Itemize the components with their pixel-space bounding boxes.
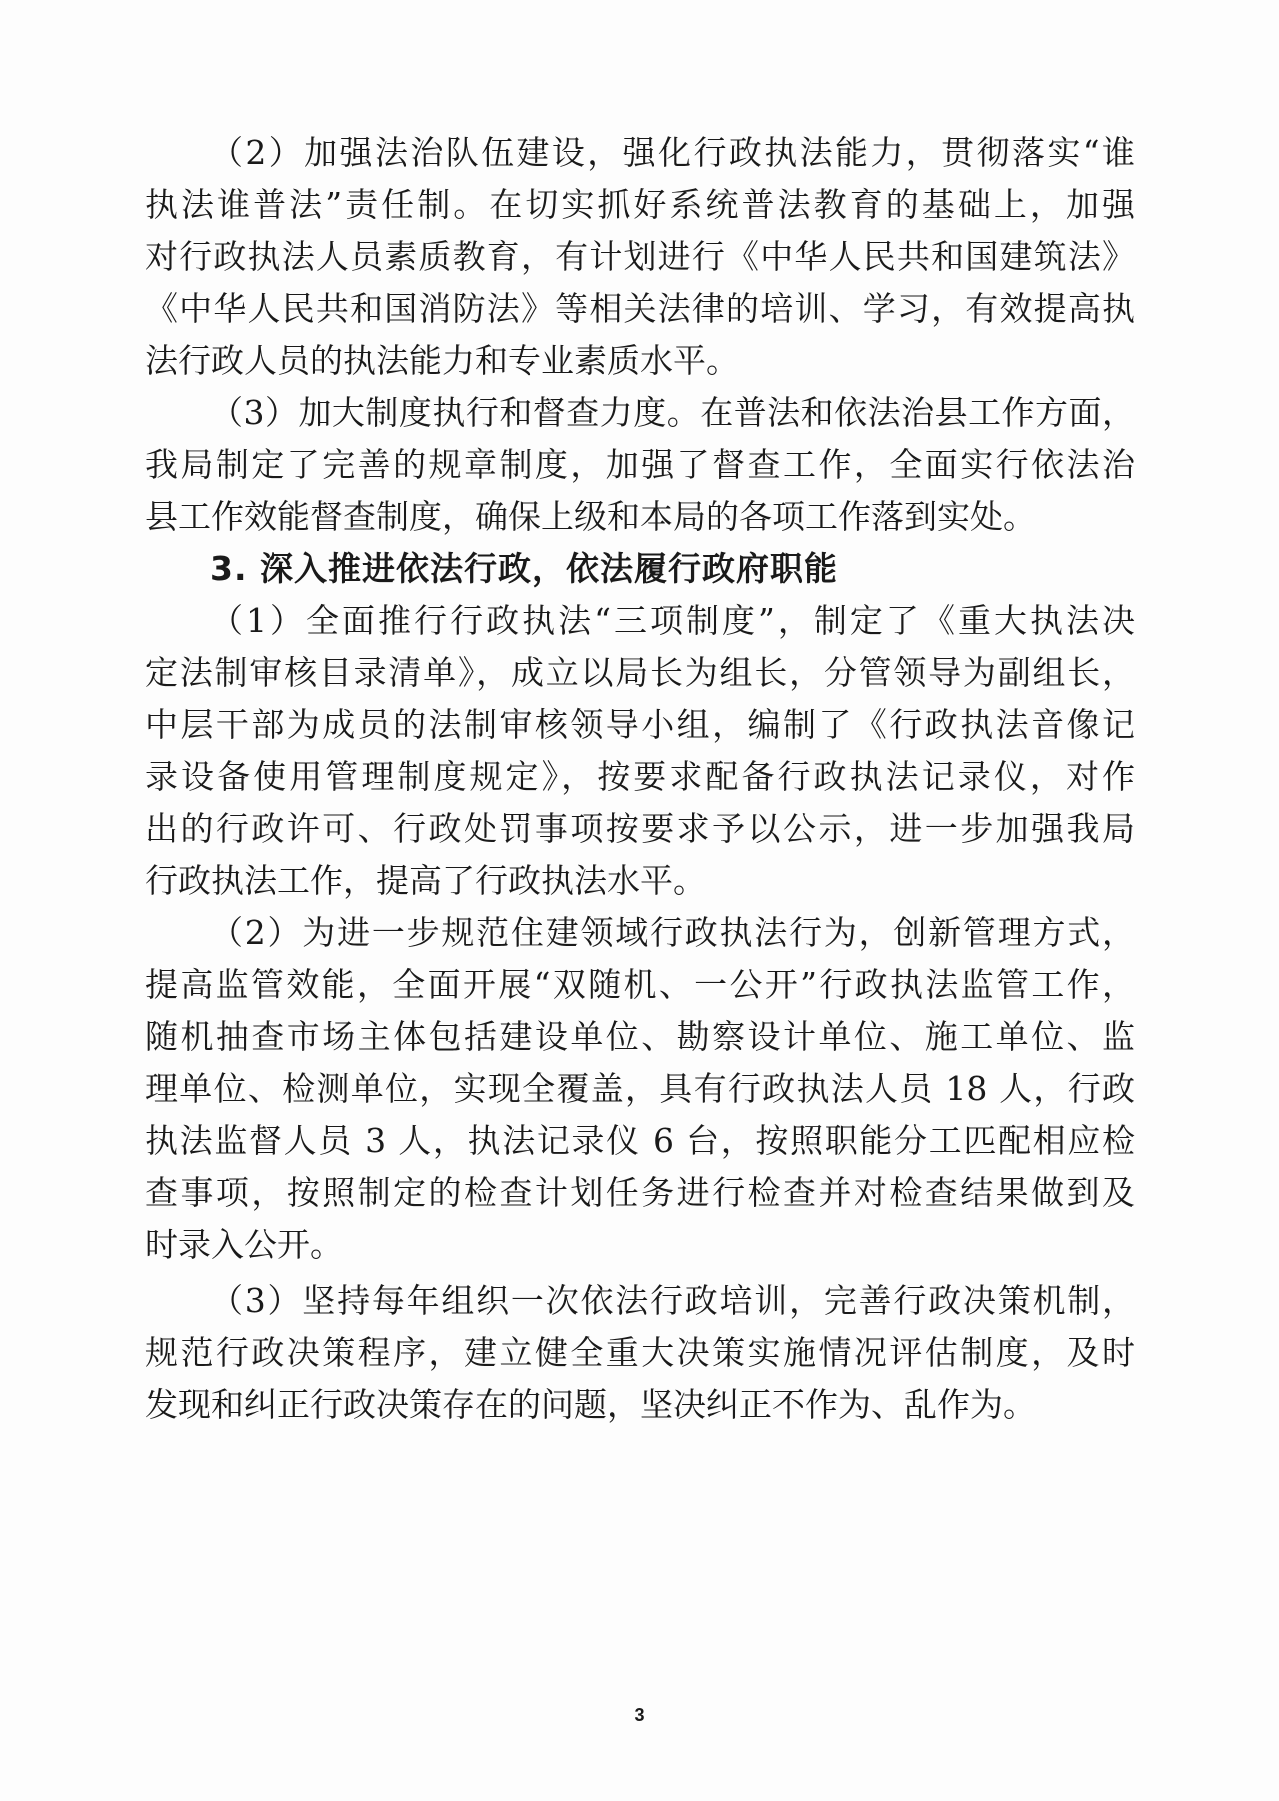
paragraph-line: 法行政人员的执法能力和专业素质水平。 — [145, 341, 739, 380]
paragraph-line: 定法制审核目录清单》，成立以局长为组长，分管领导为副组长， — [145, 653, 1135, 692]
paragraph-line: （2）加强法治队伍建设，强化行政执法能力，贯彻落实“谁 — [210, 133, 1135, 172]
paragraph-line: （1）全面推行行政执法“三项制度”，制定了《重大执法决 — [210, 601, 1135, 640]
paragraph-line: 我局制定了完善的规章制度，加强了督查工作，全面实行依法治 — [145, 445, 1135, 484]
paragraph-line: 执法监督人员 3 人，执法记录仪 6 台，按照职能分工匹配相应检 — [145, 1121, 1135, 1160]
paragraph-line: 查事项，按照制定的检查计划任务进行检查并对检查结果做到及 — [145, 1173, 1135, 1212]
paragraph-line: 出的行政许可、行政处罚事项按要求予以公示，进一步加强我局 — [145, 809, 1135, 848]
section-heading: 3. 深入推进依法行政，依法履行政府职能 — [210, 549, 838, 588]
paragraph-line: 行政执法工作，提高了行政执法水平。 — [145, 861, 706, 900]
paragraph-line: 时录入公开。 — [145, 1225, 343, 1264]
paragraph-line: 理单位、检测单位，实现全覆盖，具有行政执法人员 18 人，行政 — [145, 1069, 1135, 1108]
paragraph-line: 录设备使用管理制度规定》，按要求配备行政执法记录仪，对作 — [145, 757, 1135, 796]
paragraph-line: 对行政执法人员素质教育，有计划进行《中华人民共和国建筑法》 — [145, 237, 1135, 276]
paragraph-line: 《中华人民共和国消防法》等相关法律的培训、学习，有效提高执 — [145, 289, 1135, 328]
paragraph-line: （3）坚持每年组织一次依法行政培训，完善行政决策机制， — [210, 1281, 1135, 1320]
paragraph-line: 随机抽查市场主体包括建设单位、勘察设计单位、施工单位、监 — [145, 1017, 1135, 1056]
paragraph-line: 中层干部为成员的法制审核领导小组，编制了《行政执法音像记 — [145, 705, 1135, 744]
paragraph-line: 提高监管效能，全面开展“双随机、一公开”行政执法监管工作， — [145, 965, 1135, 1004]
paragraph-line: 发现和纠正行政决策存在的问题，坚决纠正不作为、乱作为。 — [145, 1385, 1036, 1424]
paragraph-line: 执法谁普法”责任制。在切实抓好系统普法教育的基础上，加强 — [145, 185, 1135, 224]
page-number: 3 — [634, 1705, 645, 1725]
paragraph-line: （2）为进一步规范住建领域行政执法行为，创新管理方式， — [210, 913, 1135, 952]
paragraph-line: 县工作效能督查制度，确保上级和本局的各项工作落到实处。 — [145, 497, 1036, 536]
paragraph-line: （3）加大制度执行和督查力度。在普法和依法治县工作方面， — [210, 393, 1135, 432]
paragraph-line: 规范行政决策程序，建立健全重大决策实施情况评估制度，及时 — [145, 1333, 1135, 1372]
